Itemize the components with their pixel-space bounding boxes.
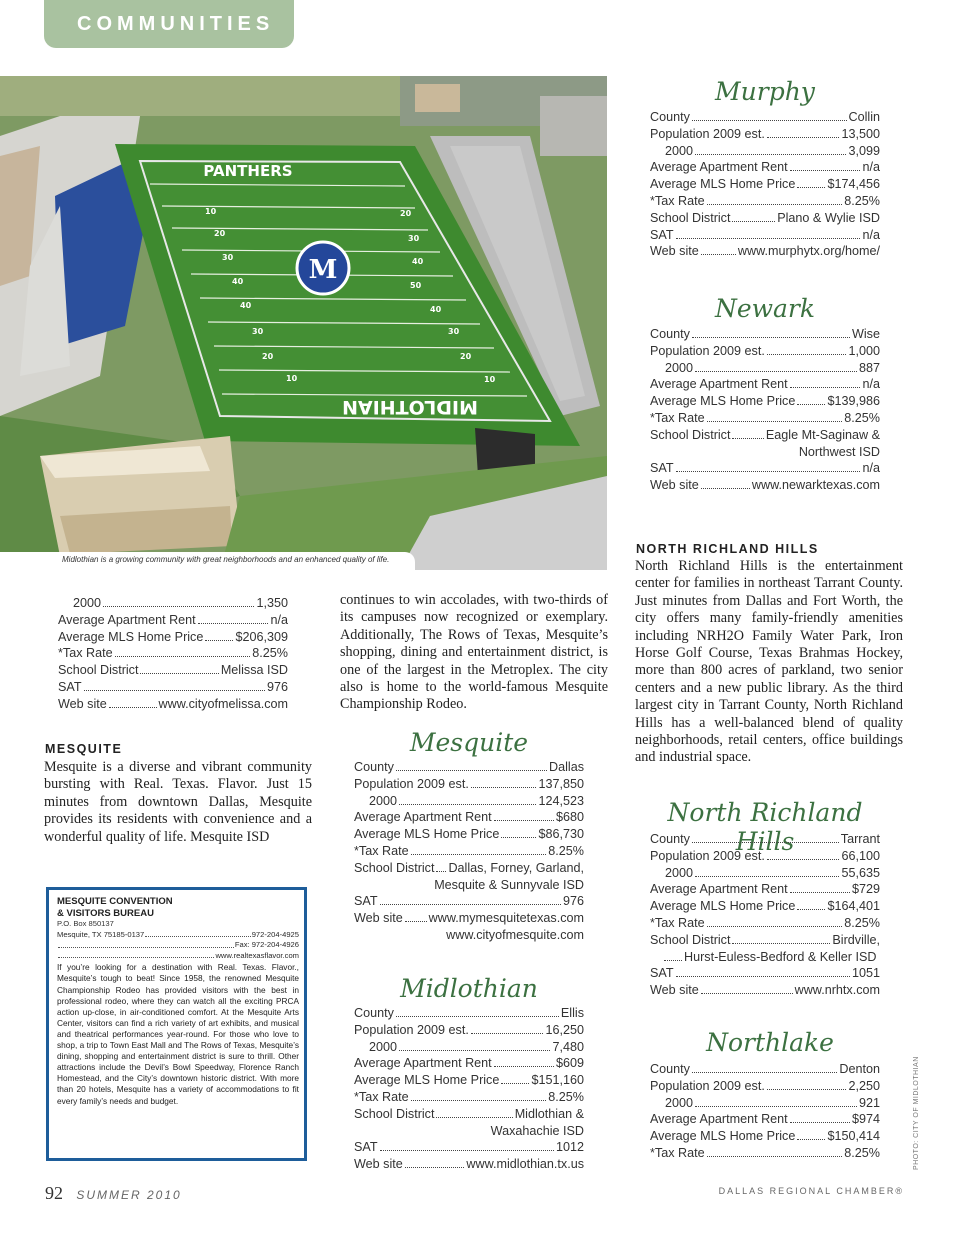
murphy-website-link[interactable]: www.murphytx.org/home/ [737, 244, 880, 259]
yard-number: 30 [408, 234, 420, 243]
bureau-phone: 972-204-4925 [251, 929, 299, 939]
photo-caption-bar [0, 552, 415, 570]
midlothian-title: Midlothian [400, 974, 538, 1003]
bureau-title-2: & VISITORS BUREAU [57, 907, 154, 919]
yard-number: 40 [430, 305, 442, 314]
murphy-stats: County Collin Population 2009 est. 13,500 2000 3,099 Average Apartment Rent n/a Average MLS Home Price $174,456 *Tax Rate 8.25% School District Plano & Wylie ISD SAT n/a Web site www.murphytx.org/home/ [650, 110, 880, 259]
bureau-po-box: P.O. Box 850137 [57, 919, 114, 928]
yard-number: 10 [205, 207, 217, 216]
yard-number: 30 [252, 327, 264, 336]
newark-stats: County Wise Population 2009 est. 1,000 2000 887 Average Apartment Rent n/a Average MLS Home Price $139,986 *Tax Rate 8.25% School District Eagle Mt-Saginaw & Northwest ISD SAT n/a Web site www.newarktexas.com [650, 327, 880, 493]
stadium-photo [0, 76, 607, 570]
newark-website-link[interactable]: www.newarktexas.com [751, 478, 880, 493]
northlake-title: Northlake [706, 1028, 834, 1057]
issue-season: SUMMER 2010 [76, 1188, 182, 1202]
photo-credit: PHOTO: CITY OF MIDLOTHIAN [913, 1056, 920, 1170]
yard-number: 10 [484, 375, 496, 384]
midlothian-stats: County Ellis Population 2009 est. 16,250 2000 7,480 Average Apartment Rent $609 Average MLS Home Price $151,160 *Tax Rate 8.25% School District Midlothian & Waxahachie ISD SAT 1012 Web site www.midlothian.tx.us [354, 1006, 584, 1172]
melissa-website-link[interactable]: www.cityofmelissa.com [158, 696, 288, 711]
bureau-title-1: MESQUITE CONVENTION [57, 896, 173, 907]
murphy-title: Murphy [715, 77, 815, 106]
mesquite-article-col1: Mesquite is a diverse and vibrant community bursting with Real. Texas. Flavor. Just 15 minutes from downtown Dallas, Mesquite provides its residents with convenience and a wonderful quality of life. Mesquite ISD [44, 759, 312, 845]
footer-left [45, 1183, 182, 1204]
mesquite-stats: County Dallas Population 2009 est. 137,850 2000 124,523 Average Apartment Rent $680 Average MLS Home Price $86,730 *Tax Rate 8.25% School District Dallas, Forney, Garland, Mesquite & Sunnyvale ISD SAT 976 Web site www.mymesquitetexas.com www.cityofmesquite.com [354, 760, 584, 942]
yard-number: 40 [240, 301, 252, 310]
yard-number: 30 [222, 253, 234, 262]
field-logo-letter: M [308, 255, 338, 285]
publication-name: DALLAS REGIONAL CHAMBER® [718, 1186, 904, 1196]
mesquite-website-link[interactable]: www.mymesquitetexas.com [428, 911, 584, 926]
section-title: COMMUNITIES [77, 13, 275, 35]
nrh-website-link[interactable]: www.nrhtx.com [794, 983, 880, 998]
page-number: 92 [45, 1183, 63, 1203]
bureau-fax: Fax: 972-204-4926 [234, 940, 299, 950]
yard-number: 20 [214, 229, 226, 238]
bureau-website[interactable]: www.realtexasflavor.com [215, 950, 299, 960]
yard-number: 40 [232, 277, 244, 286]
field-bottom-lettering: MIDLOTHIAN [342, 396, 478, 418]
section-tab [44, 0, 294, 48]
nrh-stats: County Tarrant Population 2009 est. 66,100 2000 55,635 Average Apartment Rent $729 Average MLS Home Price $164,401 *Tax Rate 8.25% School District Birdville, Hurst-Euless-Bedford & Keller ISD SAT 1051 Web site www.nrhtx.com [650, 832, 880, 998]
mesquite-heading: MESQUITE [45, 742, 123, 756]
yard-number: 20 [460, 352, 472, 361]
yard-number: 20 [262, 352, 274, 361]
yard-number: 40 [412, 257, 424, 266]
nrh-title: North Richland Hills [667, 798, 863, 856]
yard-number: 10 [286, 374, 298, 383]
photo-caption: Midlothian is a growing community with great neighborhoods and an enhanced quality of life. [62, 555, 390, 564]
mesquite-title: Mesquite [409, 728, 529, 757]
nrh-article-text: North Richland Hills is the entertainment center for families in northeast Tarrant County. Just minutes from Dallas and Fort Worth, the city offers many family-friendly amenities including NRH2O Family Water Park, Iron Horse Golf Course, Texas Brahmas Hockey, more than 800 acres of parkland, two senior centers and a new public library. As the third largest city in Tarrant County, North Richland Hills has a well-balanced blend of quality neighborhoods, retail centers, office buildings and industrial space. [635, 558, 903, 766]
northlake-stats: County Denton Population 2009 est. 2,250 2000 921 Average Apartment Rent $974 Average MLS Home Price $150,414 *Tax Rate 8.25% [650, 1062, 880, 1160]
stadium-illustration [0, 76, 607, 570]
field-top-lettering: PANTHERS [203, 162, 293, 180]
mesquite-article-col2: continues to win accolades, with two-thirds of its campuses now recognized or exemplary. Additionally, The Rows of Texas, Mesquite’s shopping, dining and entertainment district, is one of the largest in the Metroplex. The city also is home to the world-famous Mesquite Championship Rodeo. [340, 592, 608, 713]
yard-number: 20 [400, 209, 412, 218]
yard-number: 50 [410, 281, 422, 290]
visitors-bureau-box: MESQUITE CONVENTION & VISITORS BUREAU P.O. Box 850137 Mesquite, TX 75185-0137 972-204-4925 Fax: 972-204-4926 www.realtexasflavor.com If you’re looking for a destination with Real. Texas. Flavor., Mesquite’s tough to beat! Since 1958, the renowned Mesquite Championship Rodeo has provided visitors with the best in professional rodeo, where they can watch all the exciting PRCA action up-close, in air-conditioned comfort. At the Mesquite Arts Center, visitors can find a rich variety of art exhibits, and musical and theatrical performances year-round. For those who love to shop, a trip to Town East Mall and The Rows of Texas, Mesquite’s dining, shopping and entertainment district is sure to thrill. Other attractions include the Devil’s Bowl Speedway, Florence Ranch Homestead, and the City’s downtown historic district. With more than 20 hotels, Mesquite has a variety of accommodations to fit every family’s needs and budget. [46, 887, 307, 1161]
yard-number: 30 [448, 327, 460, 336]
nrh-heading: NORTH RICHLAND HILLS [636, 542, 819, 556]
newark-title: Newark [714, 294, 816, 323]
melissa-stats: 2000 1,350 Average Apartment Rent n/a Average MLS Home Price $206,309 *Tax Rate 8.25% School District Melissa ISD SAT 976 Web site www.cityofmelissa.com [58, 596, 288, 711]
mesquite-website-link-2[interactable]: www.cityofmesquite.com [446, 927, 584, 942]
bureau-description: If you’re looking for a destination with Real. Texas. Flavor., Mesquite’s tough to beat! Since 1958, the renowned Mesquite Championship Rodeo has provided visitors with the best in professional rodeo, where they can watch all the exciting PRCA action up-close, in air-conditioned comfort. At the Mesquite Arts Center, visitors can find a rich variety of art exhibits, and musical and theatrical performances year-round. For those who love to shop, a trip to Town East Mall and The Rows of Texas, Mesquite’s dining, shopping and entertainment district is sure to thrill. Other attractions include the Devil’s Bowl Speedway, Florence Ranch Homestead, and the City’s downtown historic district. With more than 20 hotels, Mesquite has a variety of accommodations to fit every family’s needs and budget. [57, 962, 299, 1106]
midlothian-website-link[interactable]: www.midlothian.tx.us [466, 1157, 584, 1172]
